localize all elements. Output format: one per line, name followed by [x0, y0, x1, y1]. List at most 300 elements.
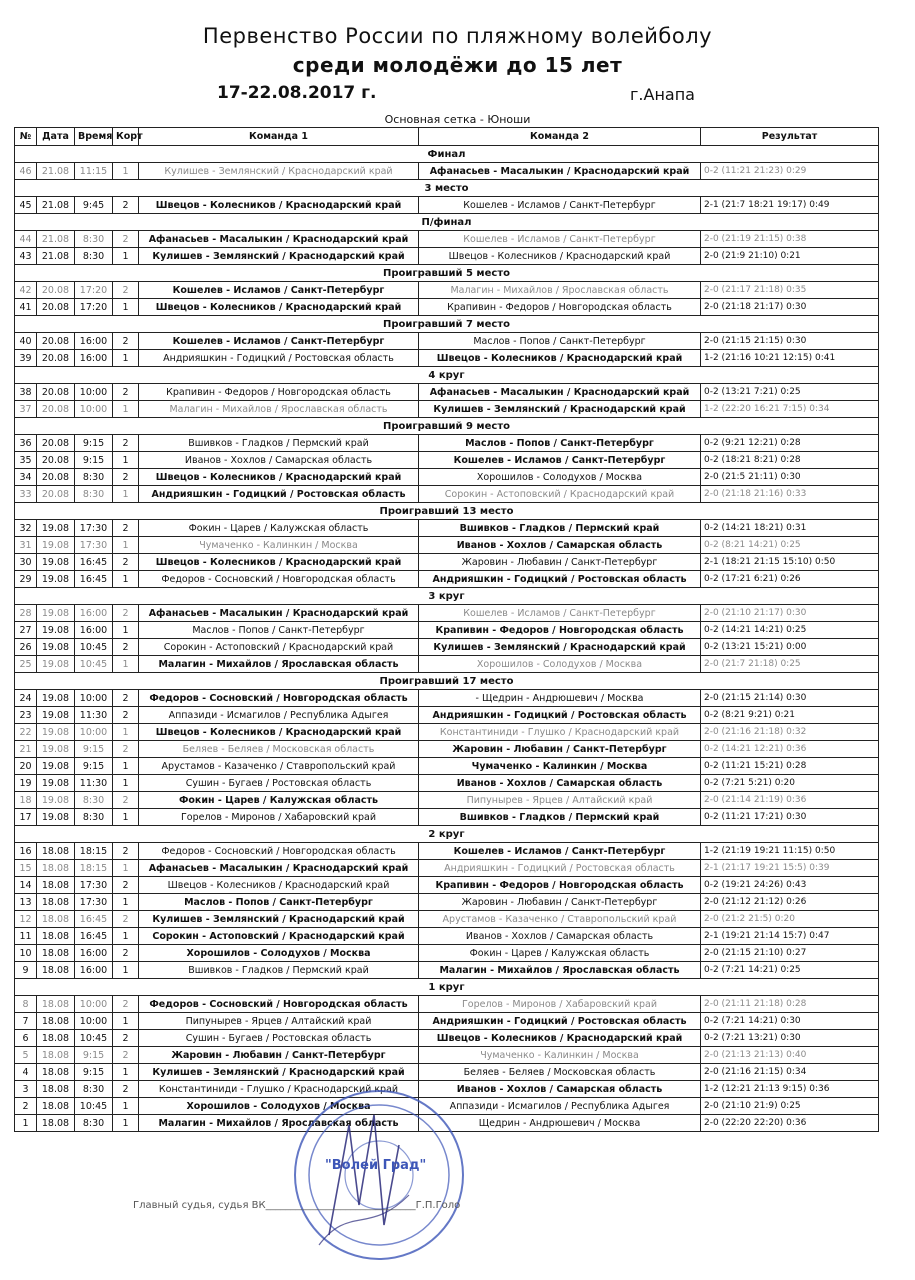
team1-cell: Сорокин - Астоповский / Краснодарский край [139, 639, 419, 656]
team2-cell: Арустамов - Казаченко / Ставропольский край [419, 911, 701, 928]
match-court: 1 [113, 1013, 139, 1030]
stage-label: 1 круг [15, 979, 879, 996]
match-number: 32 [15, 520, 37, 537]
result-cell: 2-0 (21:10 21:9) 0:25 [701, 1098, 879, 1115]
team1-cell: Маслов - Попов / Санкт-Петербург [139, 622, 419, 639]
col-header-number: № [15, 128, 37, 146]
match-row [15, 996, 879, 1013]
team2-cell: Чумаченко - Калинкин / Москва [419, 758, 701, 775]
match-number: 39 [15, 350, 37, 367]
team1-cell: Кулишев - Землянский / Краснодарский край [139, 163, 419, 180]
match-time: 16:45 [75, 554, 113, 571]
match-time: 17:30 [75, 520, 113, 537]
match-row [15, 792, 879, 809]
match-row [15, 724, 879, 741]
event-dates: 17-22.08.2017 г. [217, 83, 377, 103]
chief-judge-signature-line: Главный судья, судья ВК______________________________Г.П.Голо [133, 1200, 461, 1211]
match-court: 1 [113, 656, 139, 673]
match-row [15, 945, 879, 962]
stage-label: 3 круг [15, 588, 879, 605]
document-title: Первенство России по пляжному волейболу [202, 24, 713, 48]
team1-cell: Швецов - Колесников / Краснодарский край [139, 469, 419, 486]
team1-cell: Афанасьев - Масалыкин / Краснодарский край [139, 231, 419, 248]
stage-label: Проигравший 9 место [15, 418, 879, 435]
stage-label: Финал [15, 146, 879, 163]
result-cell: 2-0 (21:16 21:18) 0:32 [701, 724, 879, 741]
result-cell: 2-0 (21:10 21:17) 0:30 [701, 605, 879, 622]
team2-cell: Малагин - Михайлов / Ярославская область [419, 962, 701, 979]
result-cell: 0-2 (14:21 12:21) 0:36 [701, 741, 879, 758]
match-time: 8:30 [75, 792, 113, 809]
match-number: 19 [15, 775, 37, 792]
team2-cell: Пипунырев - Ярцев / Алтайский край [419, 792, 701, 809]
match-court: 2 [113, 792, 139, 809]
team2-cell: Крапивин - Федоров / Новгородская область [419, 877, 701, 894]
match-time: 10:00 [75, 724, 113, 741]
result-cell: 2-0 (21:19 21:15) 0:38 [701, 231, 879, 248]
match-court: 2 [113, 877, 139, 894]
table-header-row [15, 128, 879, 146]
match-row [15, 843, 879, 860]
match-number: 12 [15, 911, 37, 928]
team2-cell: Беляев - Беляев / Московская область [419, 1064, 701, 1081]
match-court: 1 [113, 894, 139, 911]
match-time: 8:30 [75, 248, 113, 265]
team1-cell: Федоров - Сосновский / Новгородская область [139, 996, 419, 1013]
match-time: 16:45 [75, 911, 113, 928]
result-cell: 2-0 (21:14 21:19) 0:36 [701, 792, 879, 809]
team1-cell: Афанасьев - Масалыкин / Краснодарский край [139, 605, 419, 622]
team1-cell: Швецов - Колесников / Краснодарский край [139, 299, 419, 316]
match-time: 10:00 [75, 690, 113, 707]
result-cell: 0-2 (17:21 6:21) 0:26 [701, 571, 879, 588]
team2-cell: Афанасьев - Масалыкин / Краснодарский край [419, 163, 701, 180]
col-header-time: Время [75, 128, 113, 146]
team1-cell: Малагин - Михайлов / Ярославская область [139, 656, 419, 673]
match-row [15, 537, 879, 554]
match-row [15, 809, 879, 826]
team2-cell: Кошелев - Исламов / Санкт-Петербург [419, 843, 701, 860]
match-court: 2 [113, 333, 139, 350]
match-number: 5 [15, 1047, 37, 1064]
team2-cell: Вшивков - Гладков / Пермский край [419, 520, 701, 537]
bracket-caption: Основная сетка - Юноши [384, 113, 531, 126]
match-date: 18.08 [37, 894, 75, 911]
result-cell: 2-0 (21:18 21:17) 0:30 [701, 299, 879, 316]
team2-cell: Кошелев - Исламов / Санкт-Петербург [419, 452, 701, 469]
team1-cell: Швецов - Колесников / Краснодарский край [139, 877, 419, 894]
match-time: 10:00 [75, 1013, 113, 1030]
match-time: 9:45 [75, 197, 113, 214]
team2-cell: Хорошилов - Солодухов / Москва [419, 656, 701, 673]
match-number: 38 [15, 384, 37, 401]
match-number: 13 [15, 894, 37, 911]
stage-label: Проигравший 7 место [15, 316, 879, 333]
team2-cell: Иванов - Хохлов / Самарская область [419, 1081, 701, 1098]
match-number: 17 [15, 809, 37, 826]
match-number: 43 [15, 248, 37, 265]
result-cell: 1-2 (12:21 21:13 9:15) 0:36 [701, 1081, 879, 1098]
match-number: 21 [15, 741, 37, 758]
match-number: 9 [15, 962, 37, 979]
match-time: 18:15 [75, 860, 113, 877]
team1-cell: Хорошилов - Солодухов / Москва [139, 1098, 419, 1115]
result-cell: 2-0 (21:2 21:5) 0:20 [701, 911, 879, 928]
result-cell: 0-2 (13:21 15:21) 0:00 [701, 639, 879, 656]
match-row [15, 758, 879, 775]
team1-cell: Федоров - Сосновский / Новгородская область [139, 843, 419, 860]
match-date: 18.08 [37, 1098, 75, 1115]
match-date: 18.08 [37, 911, 75, 928]
match-court: 1 [113, 537, 139, 554]
match-time: 8:30 [75, 469, 113, 486]
match-date: 19.08 [37, 775, 75, 792]
result-cell: 1-2 (21:19 19:21 11:15) 0:50 [701, 843, 879, 860]
match-date: 18.08 [37, 962, 75, 979]
result-cell: 0-2 (7:21 5:21) 0:20 [701, 775, 879, 792]
team2-cell: Хорошилов - Солодухов / Москва [419, 469, 701, 486]
match-row [15, 384, 879, 401]
match-date: 20.08 [37, 333, 75, 350]
team2-cell: Андрияшкин - Годицкий / Ростовская область [419, 571, 701, 588]
match-court: 1 [113, 622, 139, 639]
match-date: 19.08 [37, 622, 75, 639]
match-court: 2 [113, 707, 139, 724]
match-row [15, 690, 879, 707]
match-court: 2 [113, 1081, 139, 1098]
match-time: 16:00 [75, 605, 113, 622]
team1-cell: Сушин - Бугаев / Ростовская область [139, 775, 419, 792]
result-cell: 2-1 (21:17 19:21 15:5) 0:39 [701, 860, 879, 877]
stage-row [15, 503, 879, 520]
team2-cell: Иванов - Хохлов / Самарская область [419, 928, 701, 945]
match-time: 8:30 [75, 231, 113, 248]
match-date: 18.08 [37, 877, 75, 894]
stage-row [15, 214, 879, 231]
match-number: 16 [15, 843, 37, 860]
match-date: 19.08 [37, 571, 75, 588]
match-row [15, 741, 879, 758]
match-time: 18:15 [75, 843, 113, 860]
match-row [15, 639, 879, 656]
match-court: 2 [113, 384, 139, 401]
match-date: 18.08 [37, 1030, 75, 1047]
team2-cell: Аппазиди - Исмагилов / Республика Адыгея [419, 1098, 701, 1115]
team1-cell: Беляев - Беляев / Московская область [139, 741, 419, 758]
result-cell: 2-0 (22:20 22:20) 0:36 [701, 1115, 879, 1132]
match-row [15, 962, 879, 979]
match-row [15, 299, 879, 316]
result-cell: 0-2 (7:21 14:21) 0:30 [701, 1013, 879, 1030]
match-time: 11:15 [75, 163, 113, 180]
match-row [15, 486, 879, 503]
match-court: 2 [113, 197, 139, 214]
match-time: 16:00 [75, 962, 113, 979]
stage-row [15, 588, 879, 605]
match-number: 46 [15, 163, 37, 180]
match-row [15, 231, 879, 248]
team2-cell: Малагин - Михайлов / Ярославская область [419, 282, 701, 299]
match-date: 19.08 [37, 656, 75, 673]
match-court: 2 [113, 996, 139, 1013]
document-subtitle: среди молодёжи до 15 лет [292, 53, 623, 77]
match-court: 1 [113, 724, 139, 741]
team2-cell: Андрияшкин - Годицкий / Ростовская область [419, 860, 701, 877]
match-date: 20.08 [37, 299, 75, 316]
match-row [15, 911, 879, 928]
match-date: 19.08 [37, 792, 75, 809]
match-row [15, 333, 879, 350]
match-number: 30 [15, 554, 37, 571]
match-court: 2 [113, 435, 139, 452]
result-cell: 2-0 (21:15 21:10) 0:27 [701, 945, 879, 962]
match-court: 1 [113, 1064, 139, 1081]
team1-cell: Фокин - Царев / Калужская область [139, 792, 419, 809]
match-time: 17:20 [75, 282, 113, 299]
stage-row [15, 418, 879, 435]
match-time: 17:30 [75, 877, 113, 894]
match-number: 22 [15, 724, 37, 741]
stage-row [15, 316, 879, 333]
match-number: 3 [15, 1081, 37, 1098]
result-cell: 0-2 (7:21 14:21) 0:25 [701, 962, 879, 979]
match-time: 9:15 [75, 741, 113, 758]
match-row [15, 1013, 879, 1030]
team1-cell: Константиниди - Глушко / Краснодарский край [139, 1081, 419, 1098]
team2-cell: Кошелев - Исламов / Санкт-Петербург [419, 231, 701, 248]
match-row [15, 452, 879, 469]
stage-row [15, 180, 879, 197]
team2-cell: Швецов - Колесников / Краснодарский край [419, 1030, 701, 1047]
team1-cell: Малагин - Михайлов / Ярославская область [139, 401, 419, 418]
result-cell: 2-0 (21:18 21:16) 0:33 [701, 486, 879, 503]
match-row [15, 775, 879, 792]
result-cell: 2-1 (19:21 21:14 15:7) 0:47 [701, 928, 879, 945]
team1-cell: Кулишев - Землянский / Краснодарский край [139, 911, 419, 928]
match-time: 17:20 [75, 299, 113, 316]
team1-cell: Крапивин - Федоров / Новгородская область [139, 384, 419, 401]
match-row [15, 248, 879, 265]
match-date: 19.08 [37, 741, 75, 758]
results-body [15, 146, 879, 1132]
match-number: 35 [15, 452, 37, 469]
result-cell: 0-2 (8:21 9:21) 0:21 [701, 707, 879, 724]
match-date: 20.08 [37, 401, 75, 418]
stage-label: П/финал [15, 214, 879, 231]
match-number: 33 [15, 486, 37, 503]
match-court: 1 [113, 163, 139, 180]
match-time: 8:30 [75, 1115, 113, 1132]
team2-cell: Швецов - Колесников / Краснодарский край [419, 350, 701, 367]
stamp-label: "Волей Град" [325, 1158, 427, 1173]
team1-cell: Иванов - Хохлов / Самарская область [139, 452, 419, 469]
match-court: 1 [113, 860, 139, 877]
match-number: 10 [15, 945, 37, 962]
match-court: 2 [113, 741, 139, 758]
match-court: 1 [113, 1115, 139, 1132]
team1-cell: Кулишев - Землянский / Краснодарский край [139, 1064, 419, 1081]
match-court: 1 [113, 775, 139, 792]
match-date: 18.08 [37, 1064, 75, 1081]
match-court: 1 [113, 571, 139, 588]
match-date: 20.08 [37, 469, 75, 486]
stage-label: Проигравший 13 место [15, 503, 879, 520]
match-row [15, 469, 879, 486]
match-court: 2 [113, 690, 139, 707]
match-number: 20 [15, 758, 37, 775]
result-cell: 0-2 (8:21 14:21) 0:25 [701, 537, 879, 554]
match-number: 14 [15, 877, 37, 894]
match-court: 2 [113, 1030, 139, 1047]
team1-cell: Арустамов - Казаченко / Ставропольский край [139, 758, 419, 775]
team1-cell: Андрияшкин - Годицкий / Ростовская область [139, 486, 419, 503]
match-number: 24 [15, 690, 37, 707]
match-court: 1 [113, 401, 139, 418]
team2-cell: Чумаченко - Калинкин / Москва [419, 1047, 701, 1064]
team1-cell: Сорокин - Астоповский / Краснодарский край [139, 928, 419, 945]
result-cell: 2-0 (21:16 21:15) 0:34 [701, 1064, 879, 1081]
match-court: 1 [113, 486, 139, 503]
match-court: 2 [113, 469, 139, 486]
result-cell: 2-0 (21:13 21:13) 0:40 [701, 1047, 879, 1064]
team1-cell: Сушин - Бугаев / Ростовская область [139, 1030, 419, 1047]
organization-stamp [289, 1085, 469, 1265]
match-court: 1 [113, 1098, 139, 1115]
result-cell: 0-2 (18:21 8:21) 0:28 [701, 452, 879, 469]
match-date: 21.08 [37, 231, 75, 248]
result-cell: 2-0 (21:15 21:15) 0:30 [701, 333, 879, 350]
match-court: 1 [113, 928, 139, 945]
match-number: 41 [15, 299, 37, 316]
team2-cell: Крапивин - Федоров / Новгородская область [419, 622, 701, 639]
match-row [15, 350, 879, 367]
match-number: 25 [15, 656, 37, 673]
match-date: 19.08 [37, 537, 75, 554]
match-date: 18.08 [37, 860, 75, 877]
team2-cell: Фокин - Царев / Калужская область [419, 945, 701, 962]
match-number: 1 [15, 1115, 37, 1132]
match-court: 2 [113, 639, 139, 656]
team2-cell: Крапивин - Федоров / Новгородская область [419, 299, 701, 316]
match-time: 10:00 [75, 384, 113, 401]
stage-label: Проигравший 17 место [15, 673, 879, 690]
match-row [15, 520, 879, 537]
match-number: 15 [15, 860, 37, 877]
team2-cell: Афанасьев - Масалыкин / Краснодарский край [419, 384, 701, 401]
match-row [15, 656, 879, 673]
match-date: 19.08 [37, 639, 75, 656]
match-row [15, 605, 879, 622]
team1-cell: Вшивков - Гладков / Пермский край [139, 435, 419, 452]
match-date: 18.08 [37, 1115, 75, 1132]
result-cell: 0-2 (19:21 24:26) 0:43 [701, 877, 879, 894]
team1-cell: Швецов - Колесников / Краснодарский край [139, 197, 419, 214]
match-row [15, 860, 879, 877]
match-date: 18.08 [37, 945, 75, 962]
match-number: 40 [15, 333, 37, 350]
match-row [15, 1030, 879, 1047]
match-number: 37 [15, 401, 37, 418]
match-time: 9:15 [75, 758, 113, 775]
team2-cell: Кошелев - Исламов / Санкт-Петербург [419, 605, 701, 622]
match-court: 1 [113, 809, 139, 826]
match-time: 9:15 [75, 1047, 113, 1064]
col-header-team2: Команда 2 [419, 128, 701, 146]
match-time: 11:30 [75, 707, 113, 724]
match-number: 2 [15, 1098, 37, 1115]
match-row [15, 707, 879, 724]
result-cell: 1-2 (21:16 10:21 12:15) 0:41 [701, 350, 879, 367]
match-date: 21.08 [37, 197, 75, 214]
team2-cell: Жаровин - Любавин / Санкт-Петербург [419, 894, 701, 911]
team2-cell: Андрияшкин - Годицкий / Ростовская область [419, 1013, 701, 1030]
match-number: 27 [15, 622, 37, 639]
match-row [15, 1064, 879, 1081]
match-row [15, 282, 879, 299]
match-court: 2 [113, 911, 139, 928]
match-number: 8 [15, 996, 37, 1013]
match-date: 19.08 [37, 690, 75, 707]
match-date: 20.08 [37, 282, 75, 299]
result-cell: 2-0 (21:15 21:14) 0:30 [701, 690, 879, 707]
team1-cell: Маслов - Попов / Санкт-Петербург [139, 894, 419, 911]
match-number: 26 [15, 639, 37, 656]
match-number: 23 [15, 707, 37, 724]
results-table [14, 127, 879, 1132]
team2-cell: - Щедрин - Андрюшевич / Москва [419, 690, 701, 707]
team1-cell: Андрияшкин - Годицкий / Ростовская область [139, 350, 419, 367]
team2-cell: Кошелев - Исламов / Санкт-Петербург [419, 197, 701, 214]
team2-cell: Жаровин - Любавин / Санкт-Петербург [419, 741, 701, 758]
match-date: 18.08 [37, 1047, 75, 1064]
match-row [15, 435, 879, 452]
match-time: 9:15 [75, 1064, 113, 1081]
stage-row [15, 367, 879, 384]
team1-cell: Пипунырев - Ярцев / Алтайский край [139, 1013, 419, 1030]
team2-cell: Андрияшкин - Годицкий / Ростовская область [419, 707, 701, 724]
team1-cell: Горелов - Миронов / Хабаровский край [139, 809, 419, 826]
team1-cell: Афанасьев - Масалыкин / Краснодарский край [139, 860, 419, 877]
match-date: 18.08 [37, 1013, 75, 1030]
match-date: 19.08 [37, 554, 75, 571]
stage-label: 3 место [15, 180, 879, 197]
team1-cell: Малагин - Михайлов / Ярославская область [139, 1115, 419, 1132]
match-row [15, 197, 879, 214]
match-time: 11:30 [75, 775, 113, 792]
result-cell: 2-0 (21:7 21:18) 0:25 [701, 656, 879, 673]
result-cell: 2-0 (21:17 21:18) 0:35 [701, 282, 879, 299]
stage-row [15, 146, 879, 163]
team1-cell: Кошелев - Исламов / Санкт-Петербург [139, 333, 419, 350]
team1-cell: Федоров - Сосновский / Новгородская область [139, 571, 419, 588]
match-date: 18.08 [37, 996, 75, 1013]
match-court: 2 [113, 282, 139, 299]
match-date: 20.08 [37, 435, 75, 452]
match-date: 20.08 [37, 452, 75, 469]
match-date: 19.08 [37, 809, 75, 826]
match-date: 20.08 [37, 486, 75, 503]
result-cell: 2-0 (21:5 21:11) 0:30 [701, 469, 879, 486]
match-row [15, 401, 879, 418]
stage-label: 2 круг [15, 826, 879, 843]
team2-cell: Швецов - Колесников / Краснодарский край [419, 248, 701, 265]
stage-label: Проигравший 5 место [15, 265, 879, 282]
team1-cell: Вшивков - Гладков / Пермский край [139, 962, 419, 979]
team2-cell: Константиниди - Глушко / Краснодарский край [419, 724, 701, 741]
stage-row [15, 265, 879, 282]
team1-cell: Жаровин - Любавин / Санкт-Петербург [139, 1047, 419, 1064]
match-row [15, 554, 879, 571]
